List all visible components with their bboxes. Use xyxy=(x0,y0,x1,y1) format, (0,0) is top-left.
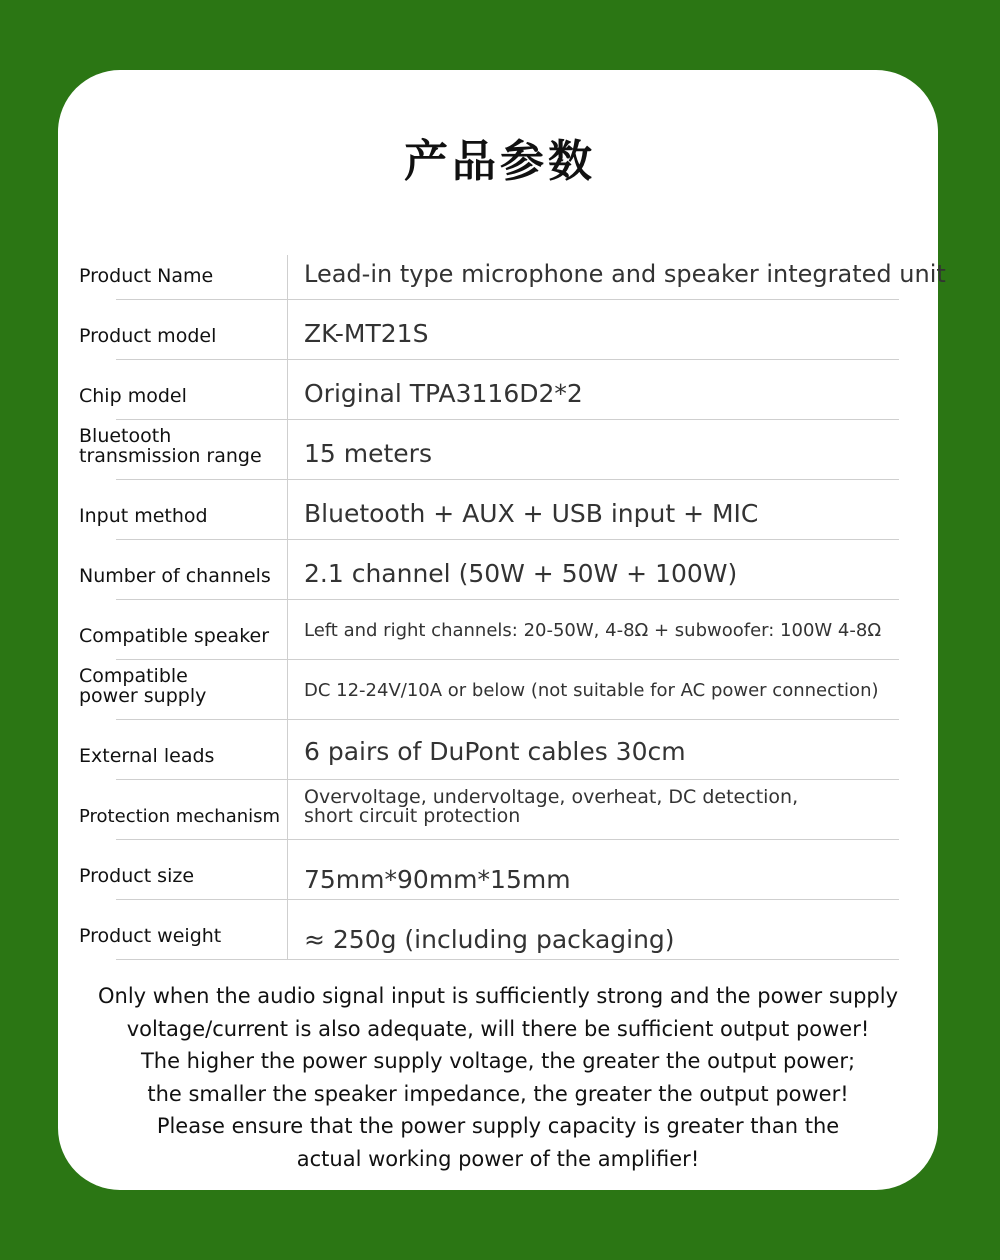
row-divider xyxy=(116,959,899,960)
spec-label: Compatible speaker xyxy=(79,625,270,647)
spec-row-external-leads xyxy=(0,720,1000,780)
spec-value: ZK-MT21S xyxy=(304,319,429,348)
spec-value: DC 12-24V/10A or below (not suitable for AC power connection) xyxy=(304,680,879,701)
note-line: The higher the power supply voltage, the greater the output power; xyxy=(140,1049,856,1073)
page-title: 产品参数 xyxy=(404,136,596,187)
note-line: actual working power of the amplifier! xyxy=(296,1146,700,1171)
spec-label: Input method xyxy=(79,505,208,527)
spec-label: Product weight xyxy=(79,925,222,947)
spec-value: Bluetooth + AUX + USB input + MIC xyxy=(304,499,759,528)
note-line: Only when the audio signal input is sufficiently strong and the power supply xyxy=(97,984,899,1008)
spec-value: 6 pairs of DuPont cables 30cm xyxy=(304,737,686,766)
spec-value: Left and right channels: 20-50W, 4-8Ω + subwoofer: 100W 4-8Ω xyxy=(304,620,882,641)
spec-value: Original TPA3116D2*2 xyxy=(304,379,583,408)
spec-row-channels xyxy=(0,540,1000,600)
spec-row-product-model xyxy=(0,300,1000,360)
spec-value: Lead-in type microphone and speaker integrated unit xyxy=(304,260,946,288)
spec-label: Number of channels xyxy=(79,565,271,587)
note-line: voltage/current is also adequate, will there be sufficient output power! xyxy=(126,1016,870,1041)
spec-row-bluetooth-range xyxy=(0,420,1000,480)
spec-row-chip-model xyxy=(0,360,1000,420)
spec-row-compatible-speaker xyxy=(0,600,1000,660)
spec-row-product-size xyxy=(0,840,1000,900)
spec-label: Chip model xyxy=(79,385,187,407)
spec-value: 75mm*90mm*15mm xyxy=(304,865,571,894)
spec-value: 15 meters xyxy=(304,439,432,468)
spec-label: Protection mechanism xyxy=(79,806,281,827)
spec-value: 2.1 channel (50W + 50W + 100W) xyxy=(304,559,738,588)
spec-label: External leads xyxy=(79,745,215,767)
note-line: the smaller the speaker impedance, the greater the output power! xyxy=(147,1081,849,1106)
spec-row-product-weight xyxy=(0,900,1000,960)
spec-row-input-method xyxy=(0,480,1000,540)
spec-row-product-name xyxy=(0,240,1000,300)
spec-label: Bluetooth transmission range xyxy=(79,425,262,467)
spec-label: Product model xyxy=(79,325,217,347)
spec-label: Product Name xyxy=(79,265,214,287)
note-line: Please ensure that the power supply capacity is greater than the xyxy=(156,1114,840,1138)
spec-value: ≈ 250g (including packaging) xyxy=(304,925,675,954)
spec-label: Product size xyxy=(79,865,195,887)
spec-row-protection xyxy=(0,780,1000,840)
spec-label: Compatible power supply xyxy=(79,665,207,707)
spec-value: Overvoltage, undervoltage, overheat, DC detection, short circuit protection xyxy=(304,786,799,827)
spec-row-power-supply xyxy=(0,660,1000,720)
power-note xyxy=(58,980,938,1175)
